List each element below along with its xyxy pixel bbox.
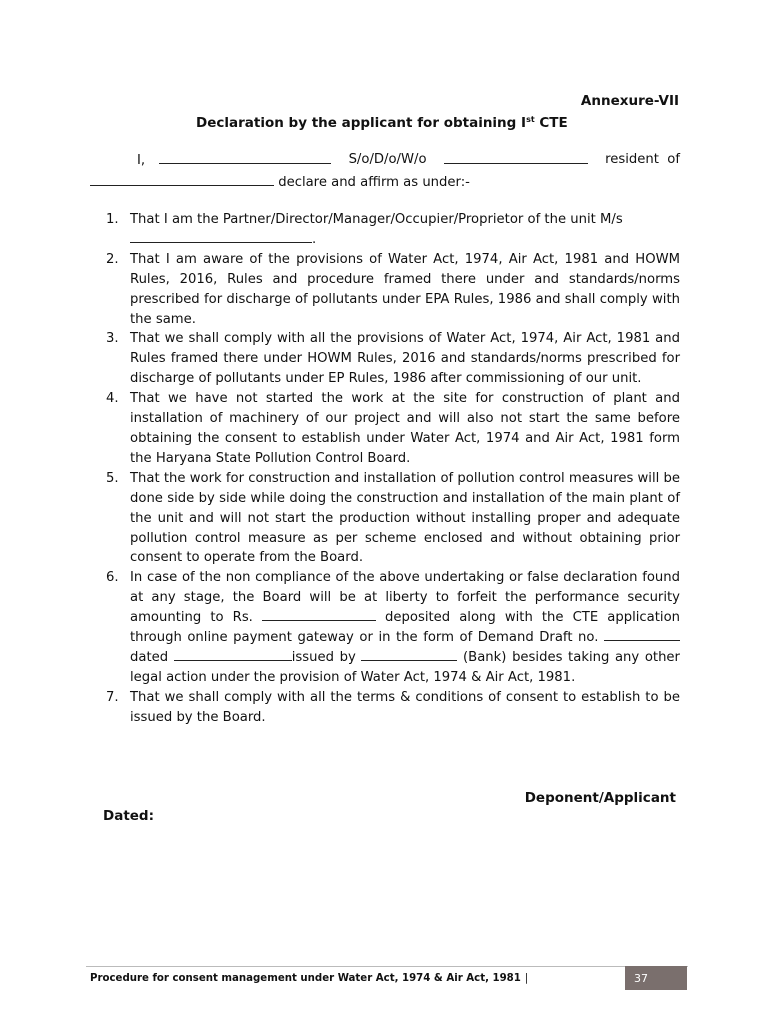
intro-line-1 [90,152,680,168]
item-number: 4. [106,391,119,407]
item-text: That the work for construction and installation of pollution control measures will be done side by side while doing the construction and installation of the main plant of the unit and will not start the production without installing proper and adequate pollution control measure as per scheme enclosed and without obtaining prior consent to operate from the Board. [130,470,680,566]
footer-divider [86,966,688,967]
page-number: 37 [634,971,648,985]
item-text: That we have not started the work at the site for construction of plant and installation of machinery of our project and will also not start the same before obtaining the consent to establish under Water Act, 1974 and Air Act, 1981 form the Haryana State Pollution Control Board. [130,391,680,466]
list-item [106,210,680,250]
declare-text: declare and affirm as under:- [278,175,470,190]
resident-label: resident of [605,152,680,167]
item-text: That I am the Partner/Director/Manager/Occupier/Proprietor of the unit M/s [130,212,623,227]
unit-name-blank[interactable] [130,231,312,243]
intro-line-2 [90,174,680,190]
item-number: 1. [106,212,119,227]
demand-draft-number-blank[interactable] [604,629,680,641]
item-text-part3: dated [130,649,169,665]
item-text: That we shall comply with all the provisions of Water Act, 1974, Air Act, 1981 and Rules framed there under HOWM Rules, 2016 and standards/norms prescribed for discharge of pollutants under EP Rules, 1986 after commissioning of our unit. [130,331,680,387]
list-item [106,250,680,330]
item-number: 2. [106,251,119,267]
title-end: CTE [539,115,568,131]
relation-name-blank[interactable] [444,152,588,164]
deponent-label: Deponent/Applicant [524,790,676,806]
annexure-label: Annexure-VII [580,93,679,109]
item-text: That I am aware of the provisions of Water Act, 1974, Air Act, 1981 and HOWM Rules, 2016, Rules and procedure framed there under and standards/norms prescribed for discharge of pollutants under EPA Rules, 1986 and shall comply with the same. [130,251,680,327]
footer-separator: | [524,973,529,984]
title-superscript: st [526,115,535,124]
page-number-box [625,966,687,990]
item-text-part2: deposited along with the CTE application through online payment gateway or in the form of Demand Draft no. [130,610,681,646]
document-title [196,115,568,131]
intro-name-group [90,152,331,168]
list-item [106,469,680,569]
item-number: 7. [106,689,119,705]
relation-label: S/o/D/o/W/o [348,152,427,167]
item-text-part1: In case of the non compliance of the above undertaking or false declaration found at any stage, the Board will be at liberty to forfeit the performance security amounting to Rs. [130,570,680,626]
item-text-part4: issued by [291,649,356,665]
list-item [106,688,680,728]
security-amount-blank[interactable] [262,609,376,621]
footer-title: Procedure for consent management under Water Act, 1974 & Air Act, 1981 [90,973,521,984]
footer-text [90,973,528,984]
item-number: 5. [106,470,119,486]
item-text-end: . [312,231,317,247]
list-item [106,389,680,469]
address-blank[interactable] [90,174,274,186]
item-number: 6. [106,570,119,586]
declaration-list [106,210,681,728]
item-text: That we shall comply with all the terms & conditions of consent to establish to be issued by the Board. [130,689,680,725]
dated-label: Dated: [103,808,154,824]
title-main: Declaration by the applicant for obtaining I [196,115,527,131]
bank-name-blank[interactable] [361,649,457,661]
draft-date-blank[interactable] [174,649,292,661]
list-item [106,329,680,389]
applicant-name-blank[interactable] [159,152,331,164]
item-number: 3. [106,331,119,347]
intro-i-label: I, [137,153,146,168]
list-item [106,568,681,687]
item-text-part5: (Bank) besides taking any other legal action under the provision of Water Act, 1974 & Air Act, 1981. [130,649,680,685]
